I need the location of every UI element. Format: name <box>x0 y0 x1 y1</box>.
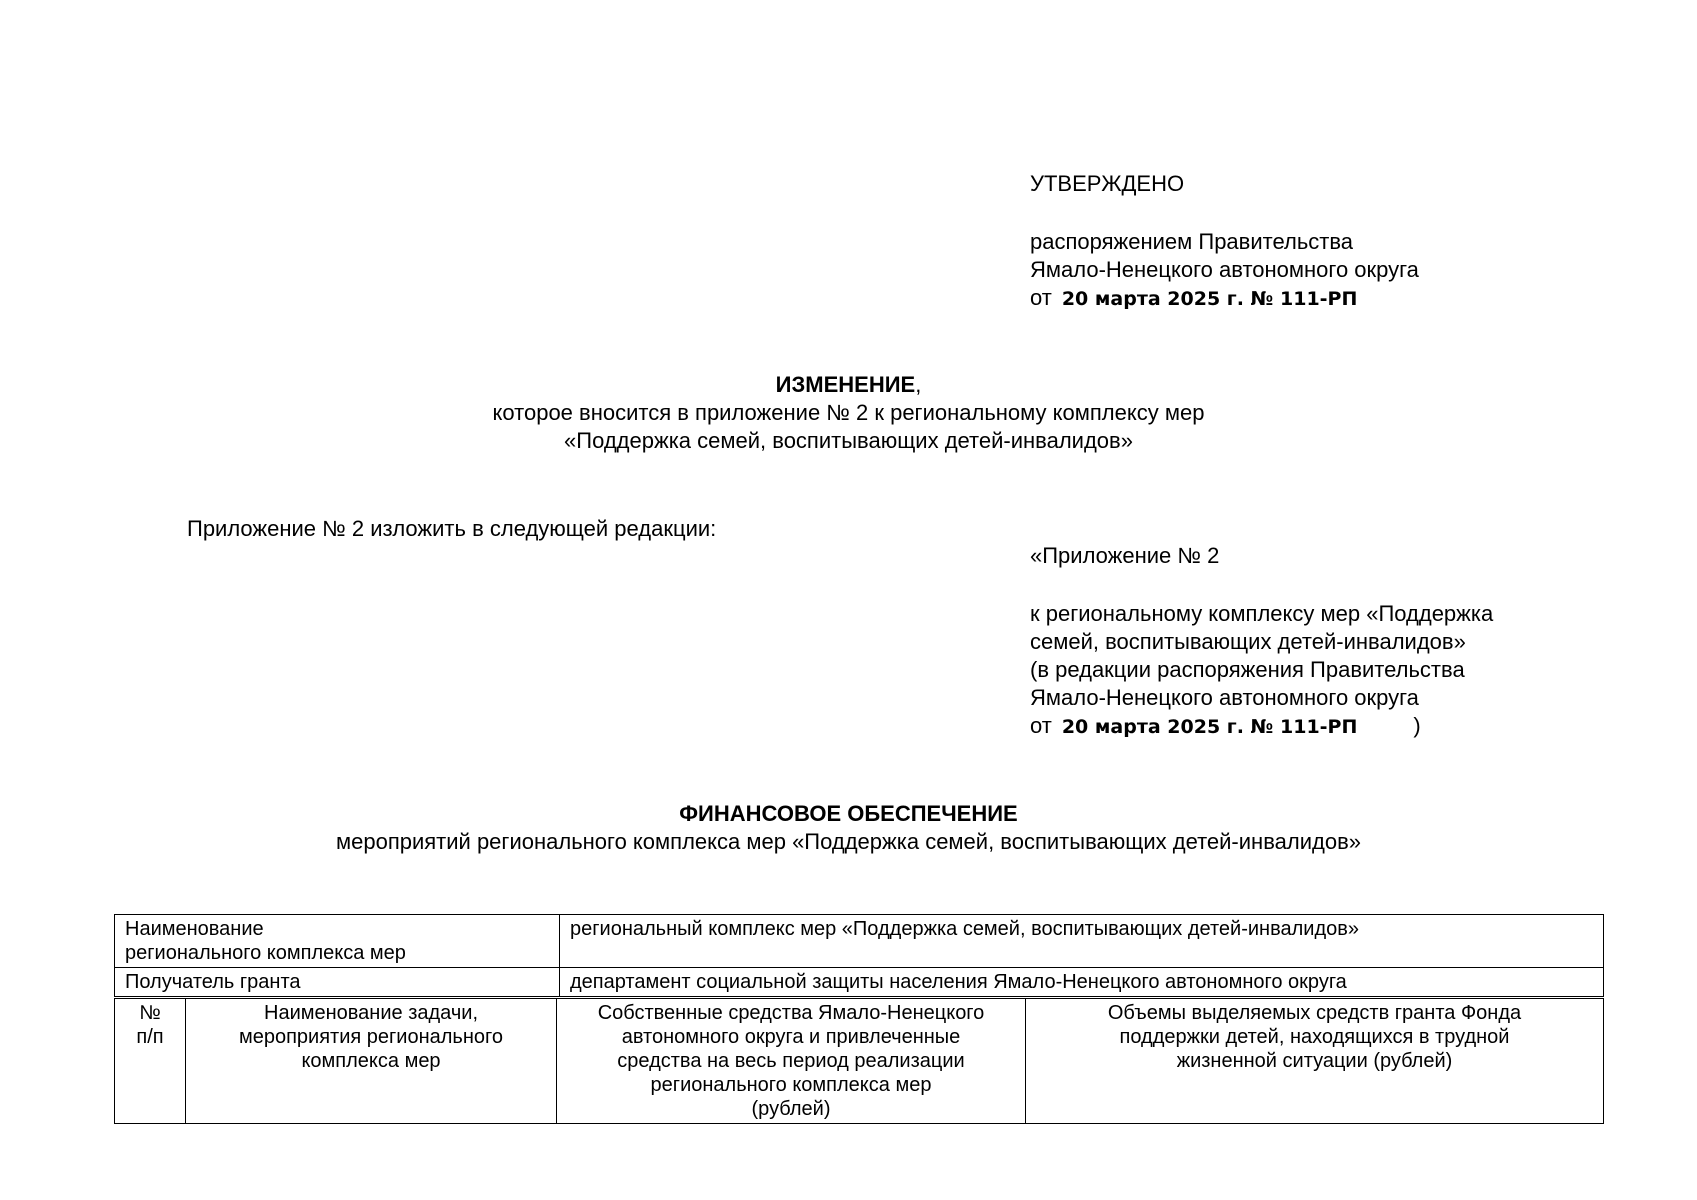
financing-title: ФИНАНСОВОЕ ОБЕСПЕЧЕНИЕ <box>679 801 1018 826</box>
header-line: поддержки детей, находящихся в трудной <box>1119 1026 1510 1048</box>
header-line: средства на весь период реализации <box>617 1050 965 1072</box>
approval-date-line <box>1030 284 1419 313</box>
header-cell-grant-funds <box>1026 999 1604 1124</box>
header-line: автономного округа и привлеченные <box>621 1026 961 1048</box>
change-line-2: «Поддержка семей, воспитывающих детей-инвалидов» <box>564 428 1133 453</box>
table-row <box>115 968 1604 997</box>
financing-table <box>114 998 1604 1124</box>
header-line: регионального комплекса мер <box>650 1074 932 1096</box>
appendix-line-2: семей, воспитывающих детей-инвалидов» <box>1030 629 1466 654</box>
change-title: ИЗМЕНЕНИЕ <box>775 372 916 397</box>
appendix-line-3: (в редакции распоряжения Правительства <box>1030 657 1465 682</box>
appendix-date-line <box>1030 712 1493 741</box>
info-label-line: регионального комплекса мер <box>125 942 406 964</box>
info-label-cell: Получатель гранта <box>115 968 560 997</box>
header-line: Собственные средства Ямало-Ненецкого <box>597 1002 985 1024</box>
info-label-cell <box>115 915 560 968</box>
header-cell-task <box>186 999 557 1124</box>
appendix-line-1: к региональному комплексу мер «Поддержка <box>1030 601 1494 626</box>
header-line: Объемы выделяемых средств гранта Фонда <box>1107 1002 1522 1024</box>
appendix-heading: «Приложение № 2 <box>1030 543 1220 568</box>
header-cell-own-funds <box>557 999 1026 1124</box>
approval-line-2: Ямало-Ненецкого автономного округа <box>1030 257 1419 282</box>
appendix-line-4: Ямало-Ненецкого автономного округа <box>1030 685 1419 710</box>
header-line: Наименование задачи, <box>264 1002 478 1024</box>
change-line-1: которое вносится в приложение № 2 к региональному комплексу мер <box>492 400 1205 425</box>
appendix-block <box>1030 542 1493 741</box>
header-line: мероприятия регионального <box>238 1026 504 1048</box>
approval-from: от <box>1030 285 1052 310</box>
appendix-from: от <box>1030 713 1052 738</box>
approval-line-1: распоряжением Правительства <box>1030 229 1354 254</box>
header-line: (рублей) <box>751 1098 831 1120</box>
info-value-cell: департамент социальной защиты населения Ямало-Ненецкого автономного округа <box>560 968 1604 997</box>
header-line: комплекса мер <box>301 1050 441 1072</box>
approval-heading: УТВЕРЖДЕНО <box>1030 171 1185 196</box>
approval-block <box>1030 170 1419 313</box>
info-value-cell: региональный комплекс мер «Поддержка семей, воспитывающих детей-инвалидов» <box>560 915 1604 968</box>
change-heading-block <box>0 371 1697 455</box>
appendix-close-paren: ) <box>1413 713 1421 738</box>
header-line: п/п <box>136 1026 164 1048</box>
change-title-suffix: , <box>915 372 922 397</box>
table-header-row <box>115 999 1604 1124</box>
instruction-text: Приложение № 2 изложить в следующей редакции: <box>187 516 717 541</box>
financing-subtitle: мероприятий регионального комплекса мер «Поддержка семей, воспитывающих детей-инвалидов» <box>336 829 1361 854</box>
header-cell-number <box>115 999 186 1124</box>
approval-number-stamp: 20 марта 2025 г. № 111-РП <box>1061 288 1358 310</box>
info-table <box>114 914 1604 997</box>
financing-heading-block <box>0 800 1697 856</box>
header-line: жизненной ситуации (рублей) <box>1176 1050 1453 1072</box>
table-row <box>115 915 1604 968</box>
appendix-number-stamp: 20 марта 2025 г. № 111-РП <box>1061 716 1358 738</box>
header-line: № <box>139 1002 161 1024</box>
info-label-line: Наименование <box>125 918 264 940</box>
